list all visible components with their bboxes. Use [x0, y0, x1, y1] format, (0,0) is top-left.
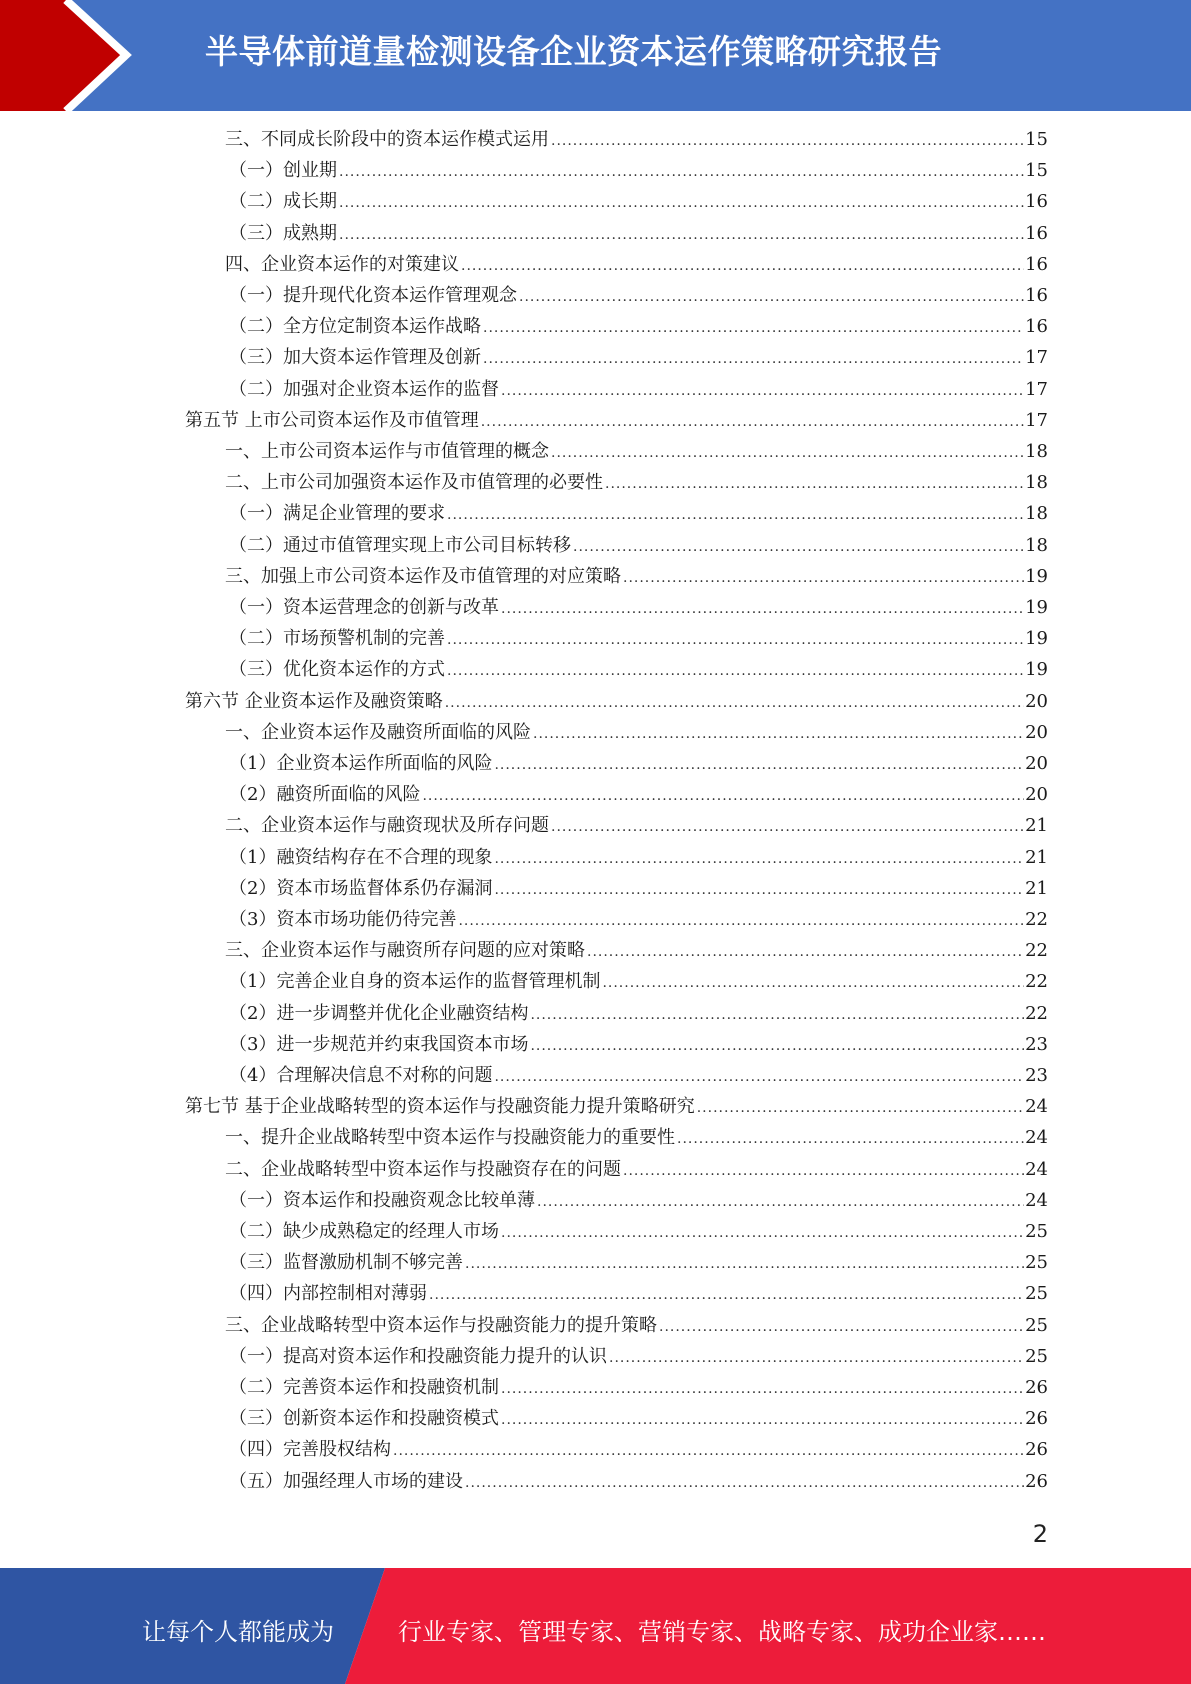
toc-entry[interactable]	[225, 471, 1048, 495]
toc-dot-leader	[605, 472, 1024, 496]
toc-entry-page: 25	[1025, 1283, 1048, 1305]
toc-dot-leader	[602, 971, 1024, 995]
toc-entry[interactable]	[229, 627, 1048, 651]
toc-entry[interactable]	[229, 190, 1048, 214]
toc-dot-leader	[465, 1252, 1024, 1276]
toc-entry-page: 22	[1025, 1002, 1048, 1024]
toc-entry-page: 16	[1025, 191, 1048, 213]
toc-entry-page: 24	[1025, 1158, 1048, 1180]
toc-dot-leader	[465, 1471, 1024, 1495]
toc-entry[interactable]	[229, 1251, 1048, 1275]
toc-dot-leader	[551, 815, 1024, 839]
toc-entry-page: 21	[1025, 815, 1048, 837]
toc-entry[interactable]	[225, 939, 1048, 963]
toc-dot-leader	[483, 347, 1024, 371]
toc-entry-page: 26	[1025, 1408, 1048, 1430]
toc-entry[interactable]	[229, 752, 1048, 776]
toc-entry[interactable]	[225, 1314, 1048, 1338]
toc-entry[interactable]	[229, 970, 1048, 994]
toc-entry-label: （二）缺少成熟稳定的经理人市场	[229, 1221, 499, 1242]
toc-dot-leader	[519, 285, 1024, 309]
toc-entry[interactable]	[225, 721, 1048, 745]
toc-dot-leader	[501, 379, 1024, 403]
toc-dot-leader	[551, 441, 1024, 465]
toc-entry[interactable]	[229, 908, 1048, 932]
toc-entry-label: （二）通过市值管理实现上市公司目标转移	[229, 534, 571, 556]
toc-entry-page: 19	[1025, 565, 1048, 587]
toc-dot-leader	[494, 878, 1024, 902]
toc-entry-label: 第五节 上市公司资本运作及市值管理	[185, 409, 479, 431]
toc-entry[interactable]	[229, 1438, 1048, 1462]
toc-entry-page: 20	[1025, 784, 1048, 806]
toc-entry-label: （4）合理解决信息不对称的问题	[229, 1065, 493, 1086]
toc-entry-page: 17	[1025, 378, 1048, 400]
toc-dot-leader	[551, 129, 1024, 153]
toc-entry-label: （一）提高对资本运作和投融资能力提升的认识	[229, 1345, 607, 1367]
report-title: 半导体前道量检测设备企业资本运作策略研究报告	[205, 32, 942, 71]
toc-dot-leader	[501, 1408, 1024, 1432]
toc-dot-leader	[339, 160, 1024, 184]
toc-dot-leader	[339, 223, 1024, 247]
toc-entry-page: 22	[1025, 940, 1048, 962]
toc-entry[interactable]	[229, 596, 1048, 620]
toc-entry[interactable]	[225, 814, 1048, 838]
toc-entry-page: 16	[1025, 285, 1048, 306]
toc-entry-label: 三、不同成长阶段中的资本运作模式运用	[225, 129, 549, 150]
toc-entry-label: （二）市场预警机制的完善	[229, 628, 445, 650]
toc-entry-page: 16	[1025, 253, 1048, 275]
toc-entry-label: 一、提升企业战略转型中资本运作与投融资能力的重要性	[225, 1127, 675, 1149]
toc-entry-label: （二）加强对企业资本运作的监督	[229, 378, 499, 400]
toc-dot-leader	[429, 1283, 1024, 1307]
toc-dot-leader	[447, 659, 1024, 683]
toc-entry[interactable]	[229, 1470, 1048, 1494]
toc-dot-leader	[501, 597, 1024, 621]
toc-entry[interactable]	[229, 846, 1048, 870]
toc-entry[interactable]	[229, 222, 1048, 246]
toc-entry[interactable]	[229, 378, 1048, 402]
toc-dot-leader	[609, 1346, 1024, 1370]
toc-entry-page: 19	[1025, 628, 1048, 650]
toc-entry[interactable]	[225, 440, 1048, 464]
toc-dot-leader	[587, 940, 1024, 964]
toc-entry[interactable]	[229, 315, 1048, 339]
toc-entry-page: 24	[1025, 1189, 1048, 1211]
toc-entry-page: 21	[1025, 877, 1048, 899]
toc-entry-page: 17	[1025, 347, 1048, 369]
toc-entry-label: （四）内部控制相对薄弱	[229, 1283, 427, 1305]
toc-entry-label: 一、企业资本运作及融资所面临的风险	[225, 721, 531, 743]
toc-entry-label: （二）全方位定制资本运作战略	[229, 316, 481, 338]
toc-entry-label: （1）完善企业自身的资本运作的监督管理机制	[229, 971, 601, 993]
toc-entry-page: 18	[1025, 441, 1048, 462]
toc-entry-label: （2）资本市场监督体系仍存漏洞	[229, 877, 493, 899]
toc-dot-leader	[533, 722, 1024, 746]
toc-entry-label: （三）成熟期	[229, 222, 337, 244]
page-footer	[0, 1568, 1191, 1684]
toc-entry-label: 一、上市公司资本运作与市值管理的概念	[225, 441, 549, 462]
toc-entry-label: 二、企业战略转型中资本运作与投融资存在的问题	[225, 1158, 621, 1180]
toc-entry-label: （一）满足企业管理的要求	[229, 503, 445, 525]
toc-entry-page: 16	[1025, 222, 1048, 244]
toc-entry[interactable]	[229, 1282, 1048, 1306]
toc-entry[interactable]	[229, 658, 1048, 682]
toc-entry-label: （三）监督激励机制不够完善	[229, 1252, 463, 1274]
toc-entry-label: （三）优化资本运作的方式	[229, 659, 445, 681]
toc-dot-leader	[501, 1377, 1024, 1401]
toc-entry-page: 21	[1025, 846, 1048, 868]
toc-entry-page: 20	[1025, 753, 1048, 774]
toc-entry[interactable]	[185, 690, 1048, 714]
toc-entry-label: （五）加强经理人市场的建设	[229, 1470, 463, 1492]
toc-dot-leader	[697, 1096, 1024, 1120]
toc-entry-page: 25	[1025, 1345, 1048, 1367]
toc-dot-leader	[447, 503, 1024, 527]
toc-entry-label: （三）创新资本运作和投融资模式	[229, 1408, 499, 1430]
toc-entry-page: 15	[1025, 160, 1048, 182]
toc-entry-label: （2）融资所面临的风险	[229, 784, 421, 806]
footer-slogan-right: 行业专家、管理专家、营销专家、战略专家、成功企业家……	[398, 1618, 1046, 1646]
toc-entry-page: 23	[1025, 1033, 1048, 1055]
toc-entry[interactable]	[229, 1189, 1048, 1213]
toc-entry[interactable]	[229, 1220, 1048, 1244]
toc-entry-page: 24	[1025, 1127, 1048, 1149]
toc-entry-label: 三、加强上市公司资本运作及市值管理的对应策略	[225, 565, 621, 587]
toc-dot-leader	[461, 254, 1024, 278]
toc-entry-label: 四、企业资本运作的对策建议	[225, 253, 459, 275]
toc-dot-leader	[530, 1003, 1024, 1027]
toc-dot-leader	[573, 535, 1024, 559]
toc-entry-page: 19	[1025, 597, 1048, 618]
toc-dot-leader	[483, 316, 1024, 340]
toc-entry[interactable]	[229, 1033, 1048, 1057]
toc-dot-leader	[494, 753, 1024, 777]
toc-entry-page: 16	[1025, 316, 1048, 338]
toc-entry-page: 18	[1025, 472, 1048, 494]
toc-entry-page: 18	[1025, 503, 1048, 525]
toc-entry-page: 26	[1025, 1439, 1048, 1461]
toc-entry-label: （二）完善资本运作和投融资机制	[229, 1377, 499, 1398]
toc-entry-label: （1）融资结构存在不合理的现象	[229, 846, 493, 868]
toc-entry[interactable]	[229, 159, 1048, 183]
toc-dot-leader	[445, 691, 1024, 715]
toc-entry-label: 三、企业资本运作与融资所存问题的应对策略	[225, 940, 585, 962]
toc-entry[interactable]	[229, 1002, 1048, 1026]
header-arrow-decoration	[0, 0, 150, 111]
toc-dot-leader	[494, 1065, 1024, 1089]
toc-dot-leader	[501, 1221, 1024, 1245]
toc-dot-leader	[623, 566, 1024, 590]
toc-entry[interactable]	[225, 1158, 1048, 1182]
toc-entry[interactable]	[185, 409, 1048, 433]
toc-entry[interactable]	[229, 284, 1048, 308]
toc-entry-page: 25	[1025, 1252, 1048, 1274]
toc-entry-label: （一）资本运营理念的创新与改革	[229, 597, 499, 618]
toc-dot-leader	[339, 191, 1024, 215]
toc-entry[interactable]	[225, 253, 1048, 277]
toc-dot-leader	[458, 909, 1024, 933]
toc-dot-leader	[393, 1439, 1024, 1463]
toc-dot-leader	[447, 628, 1024, 652]
toc-entry[interactable]	[229, 1376, 1048, 1400]
toc-entry-label: 二、企业资本运作与融资现状及所存问题	[225, 815, 549, 837]
toc-entry-label: （1）企业资本运作所面临的风险	[229, 753, 493, 774]
toc-entry[interactable]	[229, 502, 1048, 526]
page-number: 2	[1032, 1520, 1048, 1548]
toc-entry[interactable]	[225, 128, 1048, 152]
toc-dot-leader	[623, 1159, 1024, 1183]
toc-entry-page: 15	[1025, 129, 1048, 150]
page-header	[0, 0, 1191, 111]
toc-entry-label: （三）加大资本运作管理及创新	[229, 347, 481, 369]
toc-entry-label: 二、上市公司加强资本运作及市值管理的必要性	[225, 472, 603, 494]
toc-entry-label: 三、企业战略转型中资本运作与投融资能力的提升策略	[225, 1314, 657, 1336]
footer-slogan-left: 让每个人都能成为	[142, 1618, 334, 1646]
toc-entry[interactable]	[229, 1064, 1048, 1088]
toc-entry-label: 第七节 基于企业战略转型的资本运作与投融资能力提升策略研究	[185, 1096, 695, 1118]
toc-entry[interactable]	[229, 783, 1048, 807]
toc-entry[interactable]	[225, 565, 1048, 589]
toc-entry[interactable]	[229, 1407, 1048, 1431]
toc-dot-leader	[481, 410, 1024, 434]
toc-entry-label: （一）提升现代化资本运作管理观念	[229, 285, 517, 306]
toc-entry[interactable]	[185, 1095, 1048, 1119]
toc-entry-label: （3）资本市场功能仍待完善	[229, 909, 457, 930]
toc-entry[interactable]	[225, 1126, 1048, 1150]
toc-entry-page: 26	[1025, 1470, 1048, 1492]
toc-entry-label: （3）进一步规范并约束我国资本市场	[229, 1033, 529, 1055]
toc-entry-page: 17	[1025, 409, 1048, 431]
toc-entry-label: （一）资本运作和投融资观念比较单薄	[229, 1189, 535, 1211]
toc-dot-leader	[422, 784, 1024, 808]
toc-entry-page: 26	[1025, 1377, 1048, 1398]
toc-entry-label: （二）成长期	[229, 191, 337, 213]
toc-dot-leader	[494, 847, 1024, 871]
toc-entry-page: 19	[1025, 659, 1048, 681]
toc-entry-page: 25	[1025, 1221, 1048, 1242]
toc-entry-page: 18	[1025, 534, 1048, 556]
toc-entry[interactable]	[229, 534, 1048, 558]
toc-entry[interactable]	[229, 1345, 1048, 1369]
toc-dot-leader	[530, 1034, 1024, 1058]
toc-entry-label: 第六节 企业资本运作及融资策略	[185, 690, 443, 712]
toc-entry-page: 20	[1025, 690, 1048, 712]
toc-entry-page: 22	[1025, 971, 1048, 993]
toc-entry-label: （一）创业期	[229, 160, 337, 182]
toc-entry[interactable]	[229, 346, 1048, 370]
toc-dot-leader	[677, 1127, 1024, 1151]
toc-entry-page: 20	[1025, 721, 1048, 743]
toc-dot-leader	[659, 1315, 1024, 1339]
toc-entry-page: 23	[1025, 1065, 1048, 1086]
toc-entry-label: （四）完善股权结构	[229, 1439, 391, 1461]
toc-entry-page: 25	[1025, 1314, 1048, 1336]
toc-entry-label: （2）进一步调整并优化企业融资结构	[229, 1002, 529, 1024]
toc-entry-page: 22	[1025, 909, 1048, 930]
toc-dot-leader	[537, 1190, 1024, 1214]
toc-entry[interactable]	[229, 877, 1048, 901]
toc-entry-page: 24	[1025, 1096, 1048, 1118]
